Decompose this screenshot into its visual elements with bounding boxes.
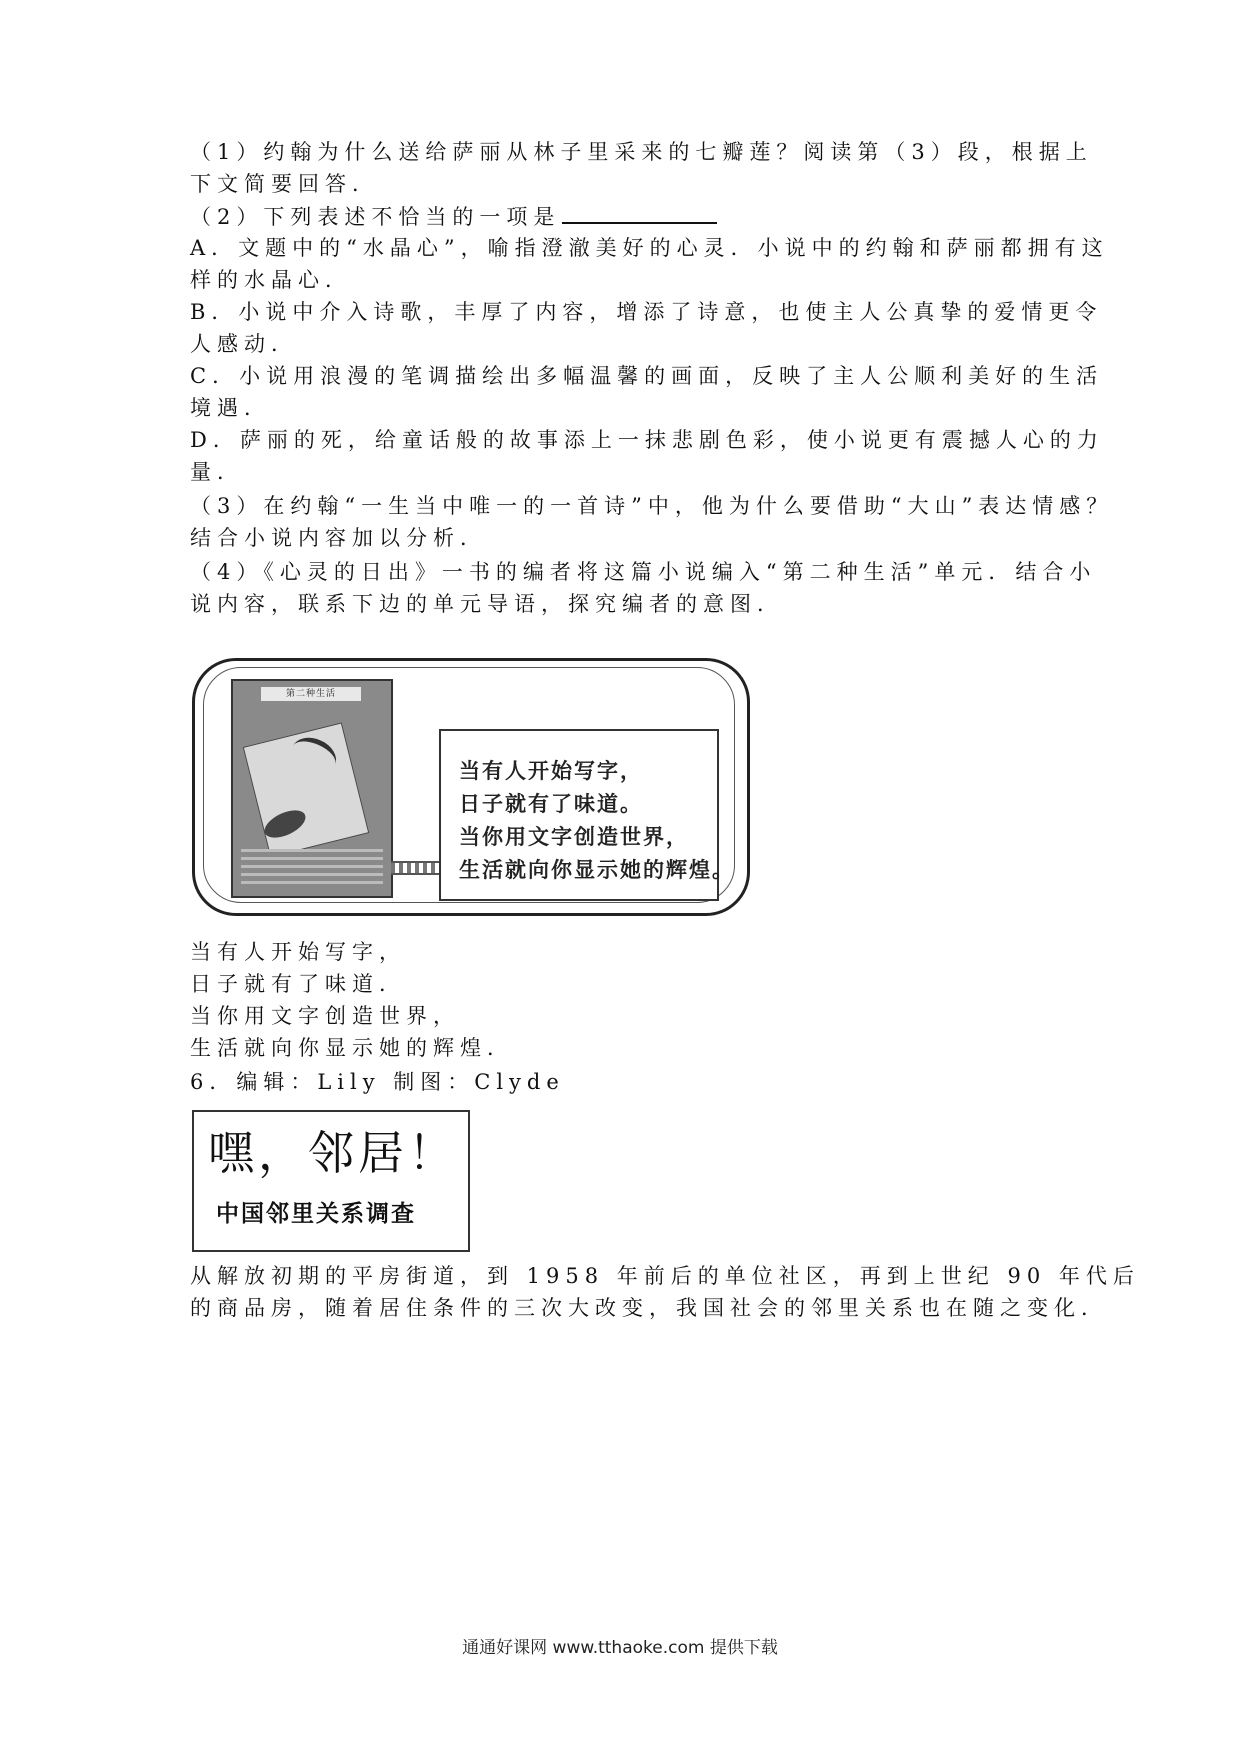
poem-line: 当有人开始写字， xyxy=(190,940,406,964)
cover-title: 第二种生活 xyxy=(261,687,361,701)
question-6-paragraph-line-2: 的商品房，随着居住条件的三次大改变，我国社会的邻里关系也在随之变化． xyxy=(190,1296,1108,1320)
question-6-paragraph-line-1: 从解放初期的平房街道，到 1958 年前后的单位社区，再到上世纪 90 年代后 xyxy=(190,1264,1140,1288)
question-2-stem: （2）下列表述不恰当的一项是 xyxy=(190,205,561,229)
page-footer: 通通好课网 www.tthaoke.com 提供下载 xyxy=(462,1638,778,1658)
option-c-line-2: 境遇． xyxy=(190,396,271,420)
option-a-line-2: 样的水晶心． xyxy=(190,268,352,292)
question-6-credit: 6．编辑：Lily 制图：Clyde xyxy=(190,1070,565,1094)
option-b-line-2: 人感动． xyxy=(190,332,298,356)
poem-line: 生活就向你显示她的辉煌． xyxy=(190,1036,514,1060)
question-3-line-1: （3）在约翰“一生当中唯一的一首诗”中，他为什么要借助“大山”表达情感？ xyxy=(190,494,1114,518)
cover-text-lines xyxy=(241,849,383,885)
option-a-line-1: A．文题中的“水晶心”，喻指澄澈美好的心灵．小说中的约翰和萨丽都拥有这 xyxy=(190,236,1109,260)
question-3-line-2: 结合小说内容加以分析． xyxy=(190,526,487,550)
question-1-line-1: （1）约翰为什么送给萨丽从林子里采来的七瓣莲？阅读第（3）段，根据上 xyxy=(190,140,1093,164)
book-cover-image xyxy=(231,679,393,898)
slogan-box xyxy=(439,729,735,901)
slogan-line: 生活就向你显示她的辉煌。 xyxy=(459,858,735,882)
answer-blank xyxy=(562,200,717,224)
option-c-line-1: C．小说用浪漫的笔调描绘出多幅温馨的画面，反映了主人公顺利美好的生活 xyxy=(190,364,1104,388)
poem-line: 日子就有了味道． xyxy=(190,972,406,996)
slogan-line: 当有人开始写字， xyxy=(459,759,643,783)
option-d-line-2: 量． xyxy=(190,460,244,484)
neighbors-survey-box xyxy=(192,1110,470,1252)
slogan-line: 当你用文字创造世界， xyxy=(459,825,689,849)
question-2 xyxy=(190,200,1050,233)
slogan-line: 日子就有了味道。 xyxy=(459,792,643,816)
unit-intro-illustration xyxy=(192,658,750,916)
option-b-line-1: B．小说中介入诗歌，丰厚了内容，增添了诗意，也使主人公真挚的爱情更令 xyxy=(190,300,1103,324)
poem-line: 当你用文字创造世界， xyxy=(190,1004,460,1028)
survey-box-title: 嘿，邻居！ xyxy=(208,1126,458,1180)
question-1-line-2: 下文简要回答． xyxy=(190,172,379,196)
option-d-line-1: D．萨丽的死，给童话般的故事添上一抹悲剧色彩，使小说更有震撼人心的力 xyxy=(190,428,1104,452)
question-4-line-1: （4）《心灵的日出》一书的编者将这篇小说编入“第二种生活”单元．结合小 xyxy=(190,560,1097,584)
survey-box-subtitle: 中国邻里关系调查 xyxy=(216,1201,416,1227)
question-4-line-2: 说内容，联系下边的单元导语，探究编者的意图． xyxy=(190,592,784,616)
